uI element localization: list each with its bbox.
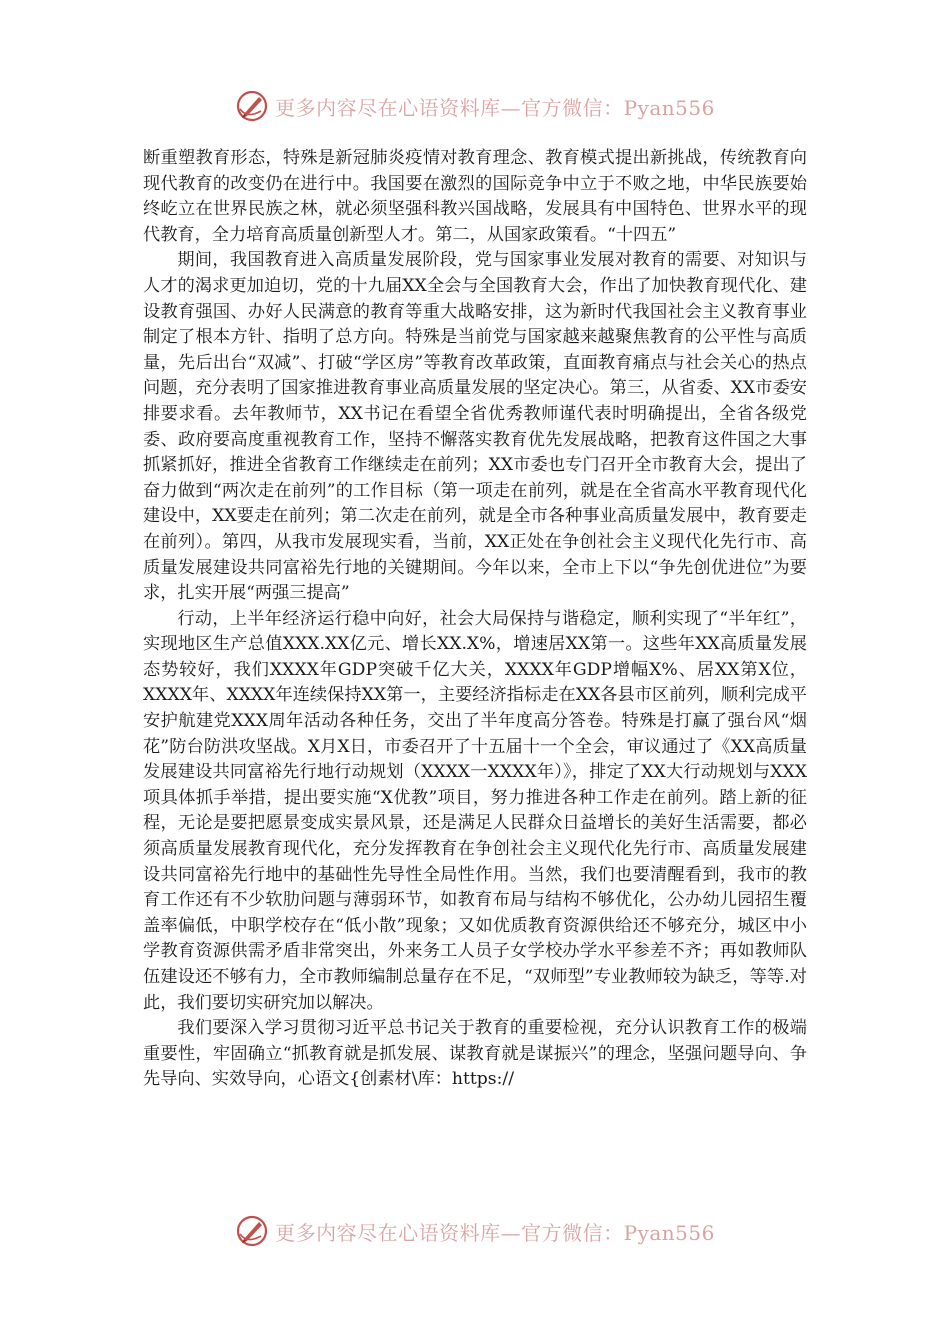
paragraph: 断重塑教育形态，特殊是新冠肺炎疫情对教育理念、教育模式提出新挑战，传统教育向现代教育的改变仍在进行中。我国要在激烈的国际竞争中立于不败之地，中华民族要始终屹立在世界民族之林，就必须坚强科教兴国战略，发展具有中国特色、世界水平的现代教育，全力培育高质量创新型人才。第二，从国家政策看。“十四五” bbox=[143, 148, 807, 245]
header-banner bbox=[0, 86, 950, 126]
banner-text: 更多内容尽在心语资料库—官方微信：Pyan556 bbox=[275, 95, 715, 120]
banner-text: 更多内容尽在心语资料库—官方微信：Pyan556 bbox=[275, 1220, 715, 1245]
pen-logo-icon bbox=[235, 89, 269, 123]
pen-logo-icon bbox=[235, 1214, 269, 1248]
paragraph: 我们要深入学习贯彻习近平总书记关于教育的重要检视，充分认识教育工作的极端重要性，牢固确立“抓教育就是抓发展、谋教育就是谋振兴”的理念，坚强问题导向、争先导向、实效导向，心语文{创素材\库：https:// bbox=[143, 1018, 807, 1090]
paragraph: 行动，上半年经济运行稳中向好，社会大局保持与谐稳定，顺利实现了“半年红”，实现地区生产总值XXX.XX亿元、增长XX.X%，增速居XX第一。这些年XX高质量发展态势较好，我们XXXX年GDP突破千亿大关，XXXX年GDP增幅X%、居XX第X位，XXXX年、XXXX年连续保持XX第一，主要经济指标走在XX各县市区前列，顺利完成平安护航建党XXX周年活动各种任务，交出了半年度高分答卷。特殊是打赢了强台风“烟花”防台防洪攻坚战。X月X日，市委召开了十五届十一个全会，审议通过了《XX高质量发展建设共同富裕先行地行动规划（XXXX一XXXX年）》，排定了XX大行动规划与XXX项具体抓手举措，提出要实施“X优教”项目，努力推进各种工作走在前列。踏上新的征程，无论是要把愿景变成实景风景，还是满足人民群众日益增长的美好生活需要，都必须高质量发展教育现代化，充分发挥教育在争创社会主义现代化先行市、高质量发展建设共同富裕先行地中的基础性先导性全局性作用。当然，我们也要清醒看到，我市的教育工作还有不少软肋问题与薄弱环节，如教育布局与结构不够优化，公办幼儿园招生覆盖率偏低，中职学校存在“低小散”现象；又如优质教育资源供给还不够充分，城区中小学教育资源供需矛盾非常突出，外来务工人员子女学校办学水平参差不齐；再如教师队伍建设还不够有力，全市教师编制总量存在不足，“双师型”专业教师较为缺乏，等等.对此，我们要切实研究加以解决。 bbox=[143, 608, 807, 1013]
footer-banner bbox=[0, 1211, 950, 1251]
document-body bbox=[143, 146, 807, 1093]
paragraph: 期间，我国教育进入高质量发展阶段，党与国家事业发展对教育的需要、对知识与人才的渴求更加迫切，党的十九届XX全会与全国教育大会，作出了加快教育现代化、建设教育强国、办好人民满意的教育等重大战略安排，这为新时代我国社会主义教育事业制定了根本方针、指明了总方向。特殊是当前党与国家越来越聚焦教育的公平性与高质量，先后出台“双减”、打破“学区房”等教育改革政策，直面教育痛点与社会关心的热点问题，充分表明了国家推进教育事业高质量发展的坚定决心。第三，从省委、XX市委安排要求看。去年教师节，XX书记在看望全省优秀教师谨代表时明确提出，全省各级党委、政府要高度重视教育工作，坚持不懈落实教育优先发展战略，把教育这件国之大事抓紧抓好，推进全省教育工作继续走在前列；XX市委也专门召开全市教育大会，提出了奋力做到“两次走在前列”的工作目标（第一项走在前列，就是在全省高水平教育现代化建设中，XX要走在前列；第二次走在前列，就是全市各种事业高质量发展中，教育要走在前列）。第四，从我市发展现实看，当前，XX正处在争创社会主义现代化先行市、高质量发展建设共同富裕先行地的关键期间。今年以来，全市上下以“争先创优进位”为要求，扎实开展“两强三提高” bbox=[143, 250, 807, 604]
